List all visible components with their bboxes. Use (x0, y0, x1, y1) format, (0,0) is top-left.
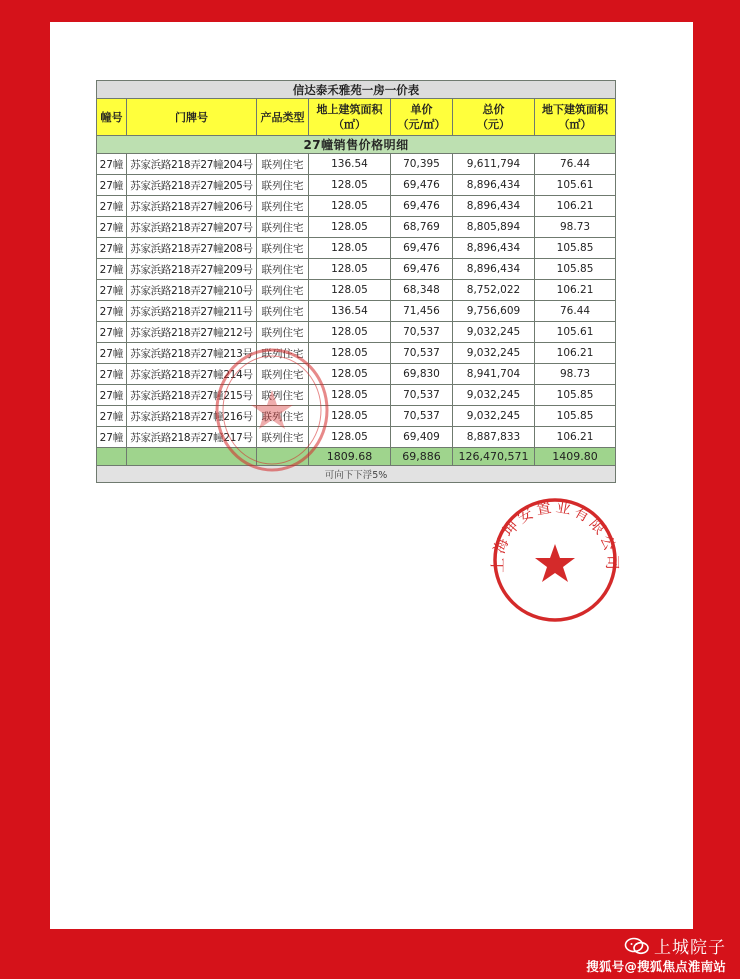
building-cell: 27幢 (97, 343, 127, 364)
type-cell: 联列住宅 (257, 238, 309, 259)
table-body (97, 154, 616, 448)
address-cell: 苏家浜路218弄27幢207号 (127, 217, 257, 238)
address-cell: 苏家浜路218弄27幢214号 (127, 364, 257, 385)
above-area-cell: 128.05 (309, 196, 391, 217)
type-cell: 联列住宅 (257, 406, 309, 427)
column-header: 单价 （元/㎡） (391, 99, 453, 136)
above-area-cell: 128.05 (309, 364, 391, 385)
price-note: 可向下下浮5% (97, 466, 616, 483)
unit-price-cell: 68,769 (391, 217, 453, 238)
total-price-cell: 8,941,704 (453, 364, 535, 385)
watermark-source: 搜狐号@搜狐焦点淮南站 (586, 959, 726, 974)
total-price-cell: 8,896,434 (453, 175, 535, 196)
unit-price-cell: 70,537 (391, 322, 453, 343)
table-row (97, 406, 616, 427)
unit-price-cell: 69,476 (391, 259, 453, 280)
building-cell: 27幢 (97, 301, 127, 322)
above-area-cell: 128.05 (309, 175, 391, 196)
below-area-cell: 105.85 (535, 385, 616, 406)
building-cell: 27幢 (97, 280, 127, 301)
total-below-area: 1409.80 (535, 448, 616, 466)
table-row (97, 280, 616, 301)
section-title-row (97, 136, 616, 154)
wechat-icon (624, 937, 650, 955)
above-area-cell: 128.05 (309, 217, 391, 238)
column-header: 幢号 (97, 99, 127, 136)
address-cell: 苏家浜路218弄27幢211号 (127, 301, 257, 322)
building-cell: 27幢 (97, 364, 127, 385)
column-header: 地下建筑面积 （㎡） (535, 99, 616, 136)
address-cell: 苏家浜路218弄27幢212号 (127, 322, 257, 343)
above-area-cell: 128.05 (309, 385, 391, 406)
total-cell-empty (257, 448, 309, 466)
building-cell: 27幢 (97, 238, 127, 259)
below-area-cell: 105.85 (535, 238, 616, 259)
total-price-cell: 8,805,894 (453, 217, 535, 238)
below-area-cell: 76.44 (535, 301, 616, 322)
above-area-cell: 128.05 (309, 238, 391, 259)
table-title-row (97, 81, 616, 99)
below-area-cell: 106.21 (535, 280, 616, 301)
building-cell: 27幢 (97, 217, 127, 238)
above-area-cell: 128.05 (309, 322, 391, 343)
table-row (97, 154, 616, 175)
building-cell: 27幢 (97, 322, 127, 343)
building-cell: 27幢 (97, 196, 127, 217)
below-area-cell: 105.85 (535, 259, 616, 280)
table-header-row (97, 99, 616, 136)
above-area-cell: 128.05 (309, 280, 391, 301)
table-row (97, 427, 616, 448)
watermark (556, 933, 734, 977)
total-price-cell: 9,032,245 (453, 343, 535, 364)
table-row (97, 385, 616, 406)
below-area-cell: 98.73 (535, 217, 616, 238)
total-price-cell: 8,896,434 (453, 196, 535, 217)
building-cell: 27幢 (97, 154, 127, 175)
above-area-cell: 136.54 (309, 154, 391, 175)
total-price-cell: 9,032,245 (453, 322, 535, 343)
column-header: 总价 （元） (453, 99, 535, 136)
type-cell: 联列住宅 (257, 280, 309, 301)
total-cell-empty (127, 448, 257, 466)
table-row (97, 322, 616, 343)
total-price-cell: 9,611,794 (453, 154, 535, 175)
column-header: 地上建筑面积 （㎡） (309, 99, 391, 136)
type-cell: 联列住宅 (257, 385, 309, 406)
building-cell: 27幢 (97, 406, 127, 427)
unit-price-cell: 71,456 (391, 301, 453, 322)
below-area-cell: 106.21 (535, 196, 616, 217)
below-area-cell: 105.61 (535, 322, 616, 343)
below-area-cell: 106.21 (535, 343, 616, 364)
unit-price-cell: 69,476 (391, 175, 453, 196)
type-cell: 联列住宅 (257, 322, 309, 343)
total-price-cell: 8,896,434 (453, 238, 535, 259)
note-row (97, 466, 616, 483)
unit-price-cell: 68,348 (391, 280, 453, 301)
building-cell: 27幢 (97, 385, 127, 406)
below-area-cell: 76.44 (535, 154, 616, 175)
total-above-area: 1809.68 (309, 448, 391, 466)
above-area-cell: 128.05 (309, 259, 391, 280)
watermark-brand: 上城院子 (654, 938, 726, 958)
type-cell: 联列住宅 (257, 364, 309, 385)
type-cell: 联列住宅 (257, 427, 309, 448)
type-cell: 联列住宅 (257, 175, 309, 196)
total-price-cell: 8,896,434 (453, 259, 535, 280)
unit-price-cell: 70,395 (391, 154, 453, 175)
total-price-cell: 8,887,833 (453, 427, 535, 448)
table-row (97, 301, 616, 322)
table-row (97, 196, 616, 217)
type-cell: 联列住宅 (257, 259, 309, 280)
table-row (97, 364, 616, 385)
section-title: 27幢销售价格明细 (97, 136, 616, 154)
total-price-cell: 9,032,245 (453, 406, 535, 427)
address-cell: 苏家浜路218弄27幢216号 (127, 406, 257, 427)
above-area-cell: 128.05 (309, 343, 391, 364)
column-header: 产品类型 (257, 99, 309, 136)
building-cell: 27幢 (97, 427, 127, 448)
type-cell: 联列住宅 (257, 154, 309, 175)
table-title: 信达泰禾雅苑一房一价表 (97, 81, 616, 99)
address-cell: 苏家浜路218弄27幢213号 (127, 343, 257, 364)
table-row (97, 175, 616, 196)
total-price-cell: 9,756,609 (453, 301, 535, 322)
svg-text:上海坤安置业有限公司: 上海坤安置业有限公司 (489, 497, 621, 573)
unit-price-cell: 70,537 (391, 385, 453, 406)
above-area-cell: 128.05 (309, 427, 391, 448)
type-cell: 联列住宅 (257, 217, 309, 238)
column-header: 门牌号 (127, 99, 257, 136)
above-area-cell: 136.54 (309, 301, 391, 322)
address-cell: 苏家浜路218弄27幢205号 (127, 175, 257, 196)
table-row (97, 217, 616, 238)
total-price: 126,470,571 (453, 448, 535, 466)
address-cell: 苏家浜路218弄27幢208号 (127, 238, 257, 259)
building-cell: 27幢 (97, 175, 127, 196)
address-cell: 苏家浜路218弄27幢210号 (127, 280, 257, 301)
table-row (97, 343, 616, 364)
address-cell: 苏家浜路218弄27幢209号 (127, 259, 257, 280)
address-cell: 苏家浜路218弄27幢204号 (127, 154, 257, 175)
total-price-cell: 8,752,022 (453, 280, 535, 301)
below-area-cell: 106.21 (535, 427, 616, 448)
total-unit-price: 69,886 (391, 448, 453, 466)
type-cell: 联列住宅 (257, 196, 309, 217)
address-cell: 苏家浜路218弄27幢217号 (127, 427, 257, 448)
table-row (97, 238, 616, 259)
watermark-brand-row (624, 933, 726, 958)
unit-price-cell: 69,409 (391, 427, 453, 448)
below-area-cell: 105.61 (535, 175, 616, 196)
below-area-cell: 98.73 (535, 364, 616, 385)
type-cell: 联列住宅 (257, 343, 309, 364)
total-price-cell: 9,032,245 (453, 385, 535, 406)
total-row (97, 448, 616, 466)
type-cell: 联列住宅 (257, 301, 309, 322)
unit-price-cell: 69,476 (391, 196, 453, 217)
unit-price-cell: 69,830 (391, 364, 453, 385)
unit-price-cell: 69,476 (391, 238, 453, 259)
unit-price-cell: 70,537 (391, 406, 453, 427)
table-row (97, 259, 616, 280)
price-list-table (96, 80, 616, 483)
building-cell: 27幢 (97, 259, 127, 280)
unit-price-cell: 70,537 (391, 343, 453, 364)
total-cell-empty (97, 448, 127, 466)
below-area-cell: 105.85 (535, 406, 616, 427)
address-cell: 苏家浜路218弄27幢206号 (127, 196, 257, 217)
above-area-cell: 128.05 (309, 406, 391, 427)
address-cell: 苏家浜路218弄27幢215号 (127, 385, 257, 406)
